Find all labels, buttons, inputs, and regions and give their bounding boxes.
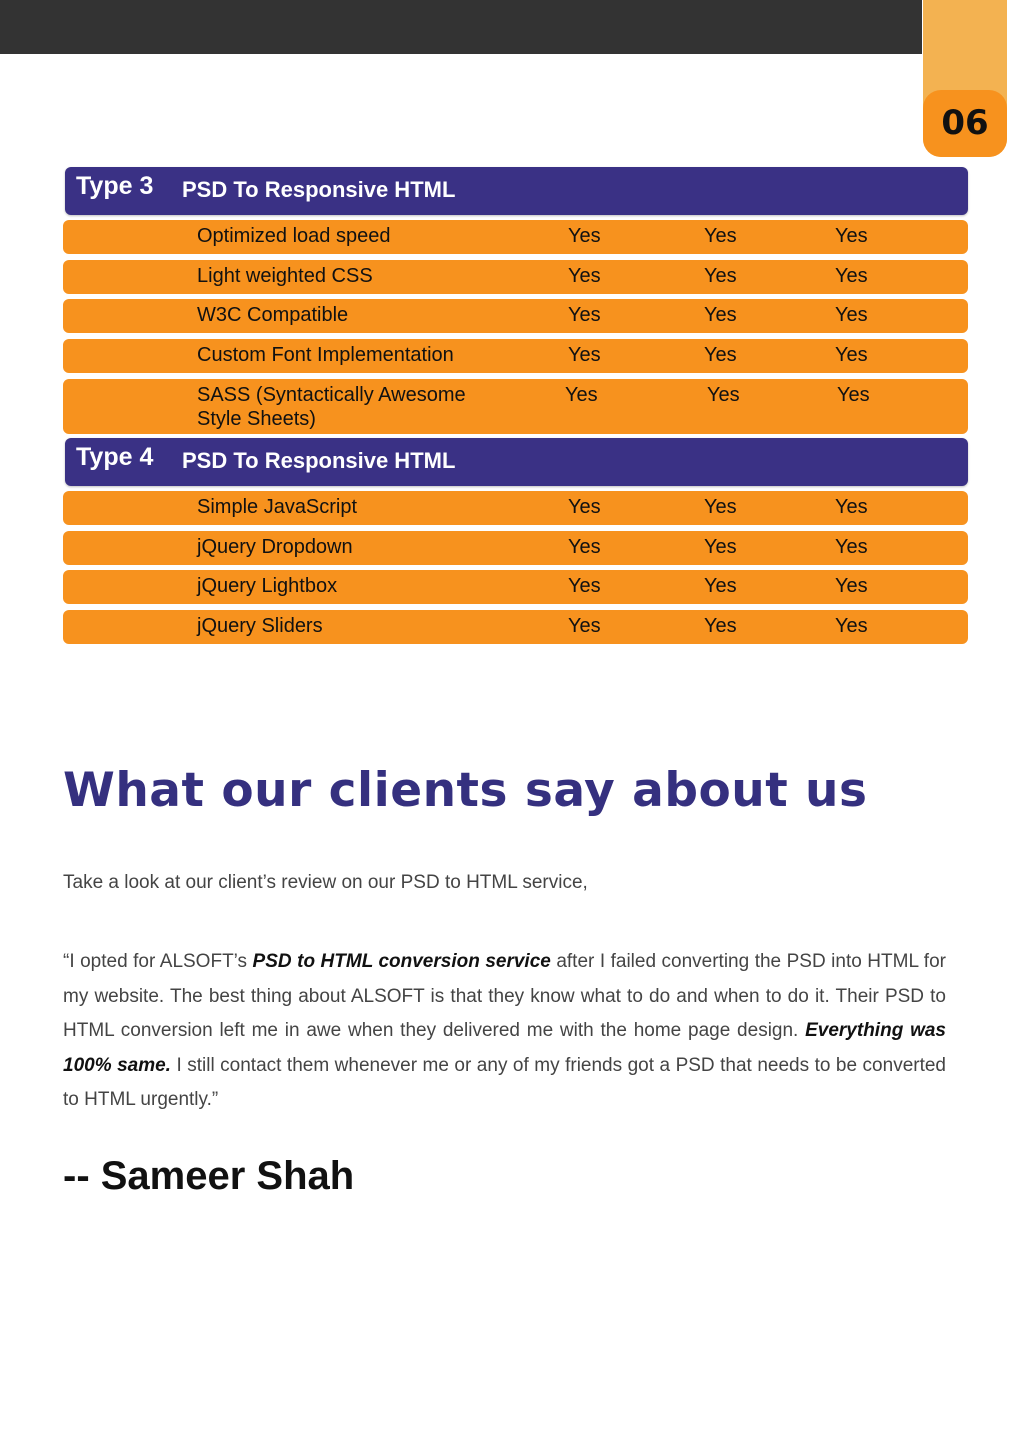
feature-row [63,339,968,373]
quote-text: after I failed converting the PSD into HTML for my website. The best thing about ALSOFT is that they know what to do and when to do it. Their PSD to HTML conversion left me in awe when they delivered me with the home page design. [63,951,946,1041]
feature-row [63,570,968,604]
feature-row [63,220,968,254]
feature-row [63,379,968,434]
type-label: Type 3 [76,172,154,200]
feature-name: jQuery Lightbox [197,575,338,597]
feature-row [63,531,968,565]
testimonial-quote [63,945,946,1118]
yes-cell: Yes [568,575,601,597]
testimonial-author: -- Sameer Shah [63,1154,355,1198]
yes-cell: Yes [707,384,740,406]
yes-cell: Yes [704,536,737,558]
yes-cell: Yes [835,615,868,637]
type-title: PSD To Responsive HTML [182,448,456,473]
feature-name: jQuery Sliders [197,615,323,637]
feature-row [63,299,968,333]
quote-emphasis: Everything was 100% same. [63,1020,946,1076]
yes-cell: Yes [704,615,737,637]
yes-cell: Yes [704,496,737,518]
yes-cell: Yes [835,536,868,558]
feature-name: Optimized load speed [197,225,391,247]
yes-cell: Yes [835,225,868,247]
yes-cell: Yes [704,265,737,287]
yes-cell: Yes [704,225,737,247]
feature-row [63,610,968,644]
page-number-tab [923,0,1007,157]
yes-cell: Yes [835,575,868,597]
feature-row [63,491,968,525]
quote-emphasis: PSD to HTML conversion service [252,951,551,972]
yes-cell: Yes [568,225,601,247]
yes-cell: Yes [568,304,601,326]
yes-cell: Yes [835,496,868,518]
feature-name: Custom Font Implementation [197,344,454,366]
yes-cell: Yes [835,304,868,326]
type-header-row [65,167,968,215]
yes-cell: Yes [568,536,601,558]
feature-name: Light weighted CSS [197,265,373,287]
feature-name: jQuery Dropdown [197,536,353,558]
feature-name: Simple JavaScript [197,496,358,518]
yes-cell: Yes [837,384,870,406]
type-label: Type 4 [76,443,154,471]
yes-cell: Yes [565,384,598,406]
testimonials-intro: Take a look at our client’s review on our PSD to HTML service, [63,872,588,893]
header-bar [0,0,922,54]
page-number: 06 [941,103,989,143]
yes-cell: Yes [835,265,868,287]
type-title: PSD To Responsive HTML [182,177,456,202]
feature-row [63,260,968,294]
yes-cell: Yes [704,344,737,366]
yes-cell: Yes [704,304,737,326]
feature-name: SASS (Syntactically Awesome Style Sheets) [197,384,466,430]
type-header-row [65,438,968,486]
yes-cell: Yes [568,344,601,366]
feature-name: W3C Compatible [197,304,349,326]
testimonials-heading: What our clients say about us [63,763,868,818]
quote-text: “I opted for ALSOFT’s [63,951,253,972]
quote-text: I still contact them whenever me or any of my friends got a PSD that needs to be converted to HTML urgently.” [63,1054,946,1110]
yes-cell: Yes [568,265,601,287]
yes-cell: Yes [568,496,601,518]
yes-cell: Yes [835,344,868,366]
yes-cell: Yes [704,575,737,597]
yes-cell: Yes [568,615,601,637]
